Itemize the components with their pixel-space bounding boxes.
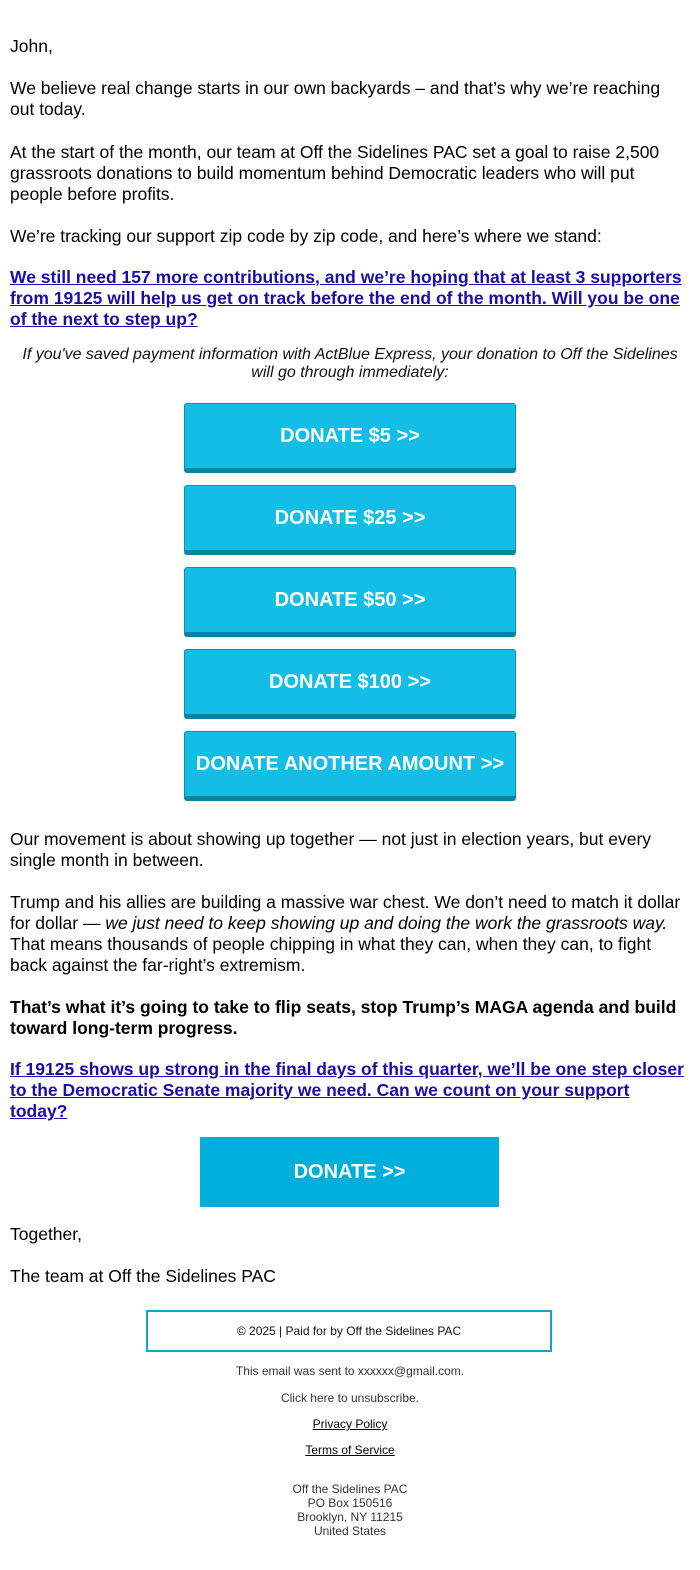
address-line-country: United States: [313, 1524, 387, 1538]
donate-50-button[interactable]: DONATE $50 >>: [184, 567, 516, 637]
war-chest-emphasis: we just need to keep showing up and doing the work the grassroots way.: [105, 913, 668, 933]
terms-line: [0, 1443, 700, 1457]
goal-paragraph: At the start of the month, our team at Off the Sidelines PAC set a goal to raise 2,500 grassroots donations to build momentum behind Democratic leaders who will put people before profits.: [10, 142, 660, 204]
donate-main-button[interactable]: DONATE >>: [200, 1137, 499, 1207]
war-chest-paragraph: [10, 892, 685, 976]
paid-for-disclaimer: © 2025 | Paid for by Off the Sidelines PAC: [146, 1310, 552, 1352]
war-chest-text-c: That means thousands of people chipping in what they can, when they can, to fight back against the far-right’s extremism.: [10, 934, 652, 975]
flip-seats-paragraph: That’s what it’s going to take to flip seats, stop Trump’s MAGA agenda and build toward long-term progress.: [10, 997, 677, 1038]
tracking-paragraph: We’re tracking our support zip code by zip code, and here’s where we stand:: [10, 226, 602, 246]
address-line-name: Off the Sidelines PAC: [292, 1482, 408, 1496]
privacy-line: [0, 1417, 700, 1431]
privacy-policy-link[interactable]: Privacy Policy: [312, 1417, 388, 1431]
greeting: John,: [10, 36, 53, 56]
signature: The team at Off the Sidelines PAC: [10, 1266, 276, 1286]
war-chest-text-a: Trump and his allies are building a massive war chest. We don’t need to match it dollar for dollar —: [10, 892, 681, 933]
unsubscribe-link[interactable]: Click here to unsubscribe.: [280, 1391, 420, 1405]
actblue-express-note: If you've saved payment information with ActBlue Express, your donation to Off the Sidelines will go through immediately:: [22, 346, 678, 381]
terms-of-service-link[interactable]: Terms of Service: [305, 1443, 395, 1457]
donate-other-amount-button[interactable]: DONATE ANOTHER AMOUNT >>: [184, 731, 516, 801]
donate-5-button[interactable]: DONATE $5 >>: [184, 403, 516, 473]
movement-paragraph: Our movement is about showing up together — not just in election years, but every single month in between.: [10, 829, 652, 870]
donate-25-button[interactable]: DONATE $25 >>: [184, 485, 516, 555]
signoff: Together,: [10, 1224, 82, 1244]
address-line-po-box: PO Box 150516: [307, 1496, 393, 1510]
ask-paragraph-2: [10, 1059, 685, 1122]
unsubscribe-line: [0, 1391, 700, 1405]
mailing-address: [0, 1482, 700, 1538]
intro-paragraph: We believe real change starts in our own backyards – and that’s why we’re reaching out today.: [10, 78, 661, 119]
ask-paragraph-1: [10, 267, 685, 330]
sent-to-notice: This email was sent to xxxxxx@gmail.com.: [235, 1364, 465, 1378]
donate-100-button[interactable]: DONATE $100 >>: [184, 649, 516, 719]
ask-link-1[interactable]: We still need 157 more contributions, and we’re hoping that at least 3 supporters from 19125 will help us get on track before the end of the month. Will you be one of the next to step up?: [10, 267, 682, 329]
address-line-city: Brooklyn, NY 11215: [297, 1510, 403, 1524]
ask-link-2[interactable]: If 19125 shows up strong in the final days of this quarter, we’ll be one step closer to the Democratic Senate majority we need. Can we count on your support today?: [10, 1059, 684, 1121]
